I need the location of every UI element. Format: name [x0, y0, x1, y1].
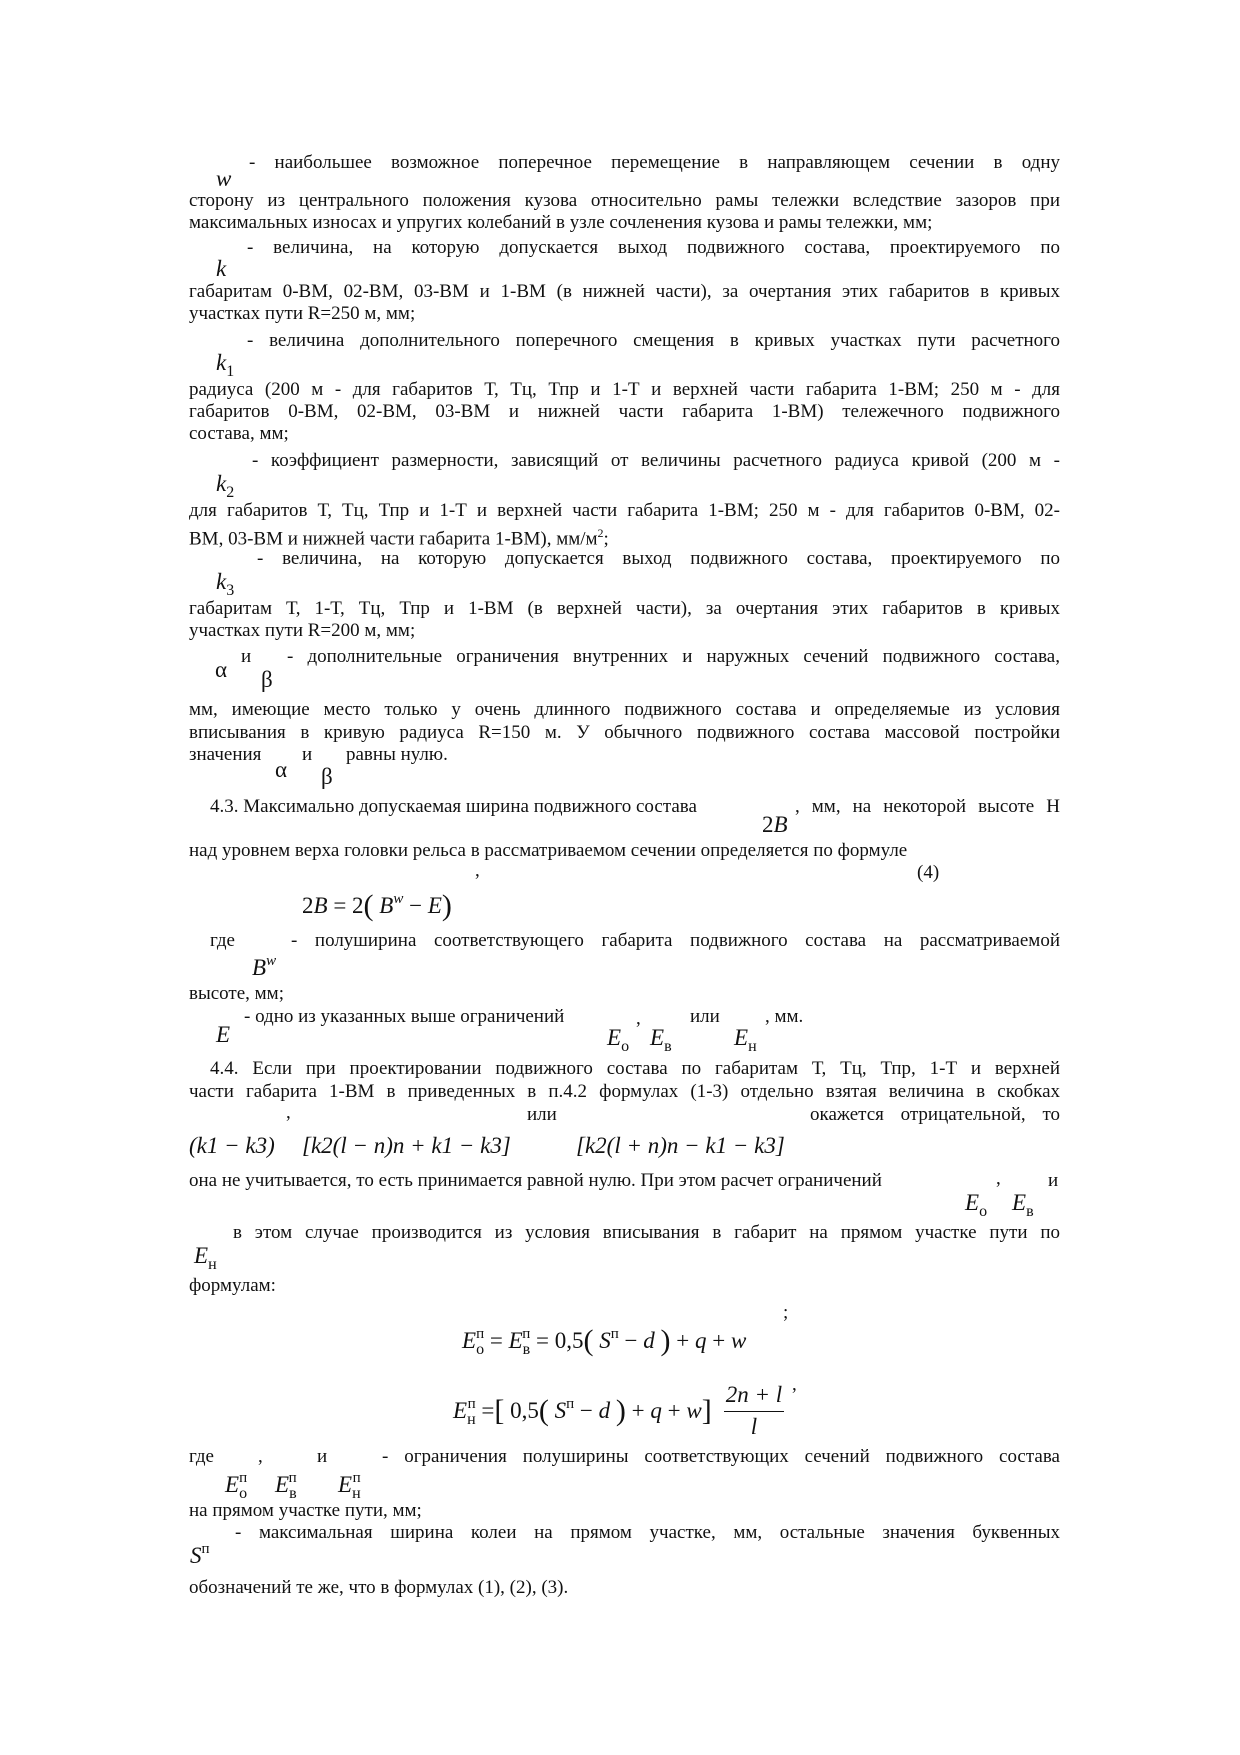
symbol-alpha: α: [215, 657, 228, 682]
text-line: радиуса (200 м - для габаритов Т, Тц, Тпр и 1-Т и верхней части габарита 1-ВМ; 250 м - для: [189, 379, 1060, 400]
text-where: где: [210, 930, 235, 951]
text-and: и: [241, 646, 252, 667]
text-where: где: [189, 1446, 214, 1467]
text-line: - дополнительные ограничения внутренних и наружных сечений подвижного состава,: [287, 646, 1060, 667]
symbol-Eo-p: $E_о^п$: [225, 1470, 248, 1502]
symbol-Eo: $E_о$: [965, 1190, 988, 1220]
fraction-bar: [724, 1411, 784, 1412]
formula-5: $E_о^п = E_в^п = 0,5$( $S^п - d$ ) + q + w: [462, 1324, 747, 1358]
text-line: состава, мм;: [189, 423, 289, 444]
symbol-Eo: $E_о$: [607, 1025, 630, 1055]
text-line: габаритам 0-ВМ, 02-ВМ, 03-ВМ и 1-ВМ (в нижней части), за очертания этих габаритов в кривых: [189, 281, 1060, 302]
text-line: , мм, на некоторой высоте Н: [795, 796, 1060, 817]
symbol-beta: β: [321, 764, 333, 789]
symbol-Ev: $E_в$: [1012, 1190, 1034, 1220]
text-and: и: [302, 744, 313, 765]
text-line: над уровнем верха головки рельса в рассматриваемом сечении определяется по формуле: [189, 840, 908, 861]
text-comma: ,: [286, 1102, 291, 1123]
text-line: значения: [189, 744, 262, 765]
symbol-2B: 2B: [762, 812, 788, 837]
text-line: - наибольшее возможное поперечное перемещение в направляющем сечении в одну: [249, 152, 1060, 173]
text-and: и: [317, 1446, 328, 1467]
text-line: габаритам Т, 1-Т, Тц, Тпр и 1-ВМ (в верхней части), за очертания этих габаритов в кривых: [189, 598, 1060, 619]
text-or: или: [690, 1006, 720, 1027]
text-line: обозначений те же, что в формулах (1), (2), (3).: [189, 1577, 569, 1598]
symbol-k2: $k_2$: [216, 471, 235, 501]
text-line: для габаритов Т, Тц, Тпр и 1-Т и верхней части габарита 1-ВМ; 250 м - для габаритов 0-ВМ, 02-: [189, 500, 1060, 521]
symbol-Bw: $B^w$: [252, 953, 277, 980]
text-line: в этом случае производится из условия вписывания в габарит на прямом участке пути по: [233, 1222, 1060, 1243]
text-line: окажется отрицательной, то: [810, 1104, 1060, 1125]
text-comma: ,: [996, 1168, 1001, 1189]
text-line: равны нулю.: [346, 744, 448, 765]
text-line: - величина дополнительного поперечного смещения в кривых участках пути расчетного: [247, 330, 1060, 351]
text-line: - одно из указанных выше ограничений: [244, 1006, 565, 1027]
symbol-k1: $k_1$: [216, 350, 235, 380]
text-line: габаритов 0-ВМ, 02-ВМ, 03-ВМ и нижней части габарита 1-ВМ) тележечного подвижного: [189, 401, 1060, 422]
symbol-E: E: [216, 1022, 231, 1047]
formula-comma: ,: [475, 860, 480, 881]
text-or: или: [527, 1104, 557, 1125]
formula-comma: ,: [792, 1374, 797, 1395]
section-4-3-heading: 4.3. Максимально допускаемая ширина подвижного состава: [210, 796, 697, 817]
text-line: - величина, на которую допускается выход подвижного состава, проектируемого по: [247, 237, 1060, 258]
text-line: части габарита 1-ВМ в приведенных в п.4.2 формулах (1-3) отдельно взятая величина в скобках: [189, 1081, 1060, 1102]
symbol-En-p: $E_н^п$: [338, 1470, 361, 1502]
expr-k2-l-plus-n: [k2(l + n)n − k1 − k3]: [576, 1133, 785, 1158]
text-line: вписывания в кривую радиуса R=150 м. У обычного подвижного состава массовой постройки: [189, 722, 1060, 743]
text-and: и: [1048, 1170, 1059, 1191]
text-line: на прямом участке пути, мм;: [189, 1500, 422, 1521]
text-line: высоте, мм;: [189, 983, 284, 1004]
expr-k1-minus-k3: (k1 − k3): [189, 1133, 275, 1158]
formula-number: (4): [917, 862, 940, 883]
symbol-Ev-p: $E_в^п$: [275, 1470, 297, 1502]
text-line: сторону из центрального положения кузова относительно рамы тележки вследствие зазоров при: [189, 190, 1060, 211]
formula-semicolon: ;: [783, 1302, 789, 1323]
symbol-En: $E_н$: [194, 1243, 217, 1273]
text-line: , мм.: [765, 1006, 804, 1027]
text-line: ВМ, 03-ВМ и нижней части габарита 1-ВМ), $мм/м^2$;: [189, 526, 609, 550]
formula-4: 2B = 2( $B^w - E$): [302, 889, 452, 922]
symbol-k: k: [216, 256, 227, 281]
formula-6: $E_н^п$ =[ 0,5( $S^п - d$ ) + q + w]: [453, 1394, 712, 1428]
fraction-numerator: 2n + l: [725, 1382, 783, 1407]
symbol-beta: β: [261, 667, 273, 692]
expr-k2-l-minus-n: [k2(l − n)n + k1 − k3]: [302, 1133, 511, 1158]
text-line: - ограничения полуширины соответствующих сечений подвижного состава: [382, 1446, 1060, 1467]
text-line: - коэффициент размерности, зависящий от величины расчетного радиуса кривой (200 м -: [252, 450, 1060, 471]
text-comma: ,: [636, 1008, 641, 1029]
symbol-k3: $k_3$: [216, 569, 235, 599]
fraction-denominator: l: [750, 1414, 758, 1439]
text-comma: ,: [258, 1446, 263, 1467]
text-line: формулам:: [189, 1275, 276, 1296]
symbol-En: $E_н$: [734, 1025, 757, 1055]
symbol-Ev: $E_в$: [650, 1025, 672, 1055]
symbol-alpha: α: [275, 757, 288, 782]
text-line: - величина, на которую допускается выход подвижного состава, проектируемого по: [257, 548, 1060, 569]
symbol-w: w: [216, 166, 232, 191]
section-4-4-heading: 4.4. Если при проектировании подвижного состава по габаритам Т, Тц, Тпр, 1-Т и верхней: [210, 1058, 1060, 1079]
text-line: - максимальная ширина колеи на прямом участке, мм, остальные значения буквенных: [235, 1522, 1060, 1543]
text-line: участках пути R=250 м, мм;: [189, 303, 416, 324]
text-line: она не учитывается, то есть принимается равной нулю. При этом расчет ограничений: [189, 1170, 882, 1191]
text-line: - полуширина соответствующего габарита подвижного состава на рассматриваемой: [291, 930, 1060, 951]
text-line: мм, имеющие место только у очень длинного подвижного состава и определяемые из условия: [189, 699, 1060, 720]
symbol-S-p: $S^п$: [190, 1541, 210, 1568]
text-line: максимальных износах и упругих колебаний в узле сочленения кузова и рамы тележки, мм;: [189, 212, 933, 233]
text-line: участках пути R=200 м, мм;: [189, 620, 416, 641]
